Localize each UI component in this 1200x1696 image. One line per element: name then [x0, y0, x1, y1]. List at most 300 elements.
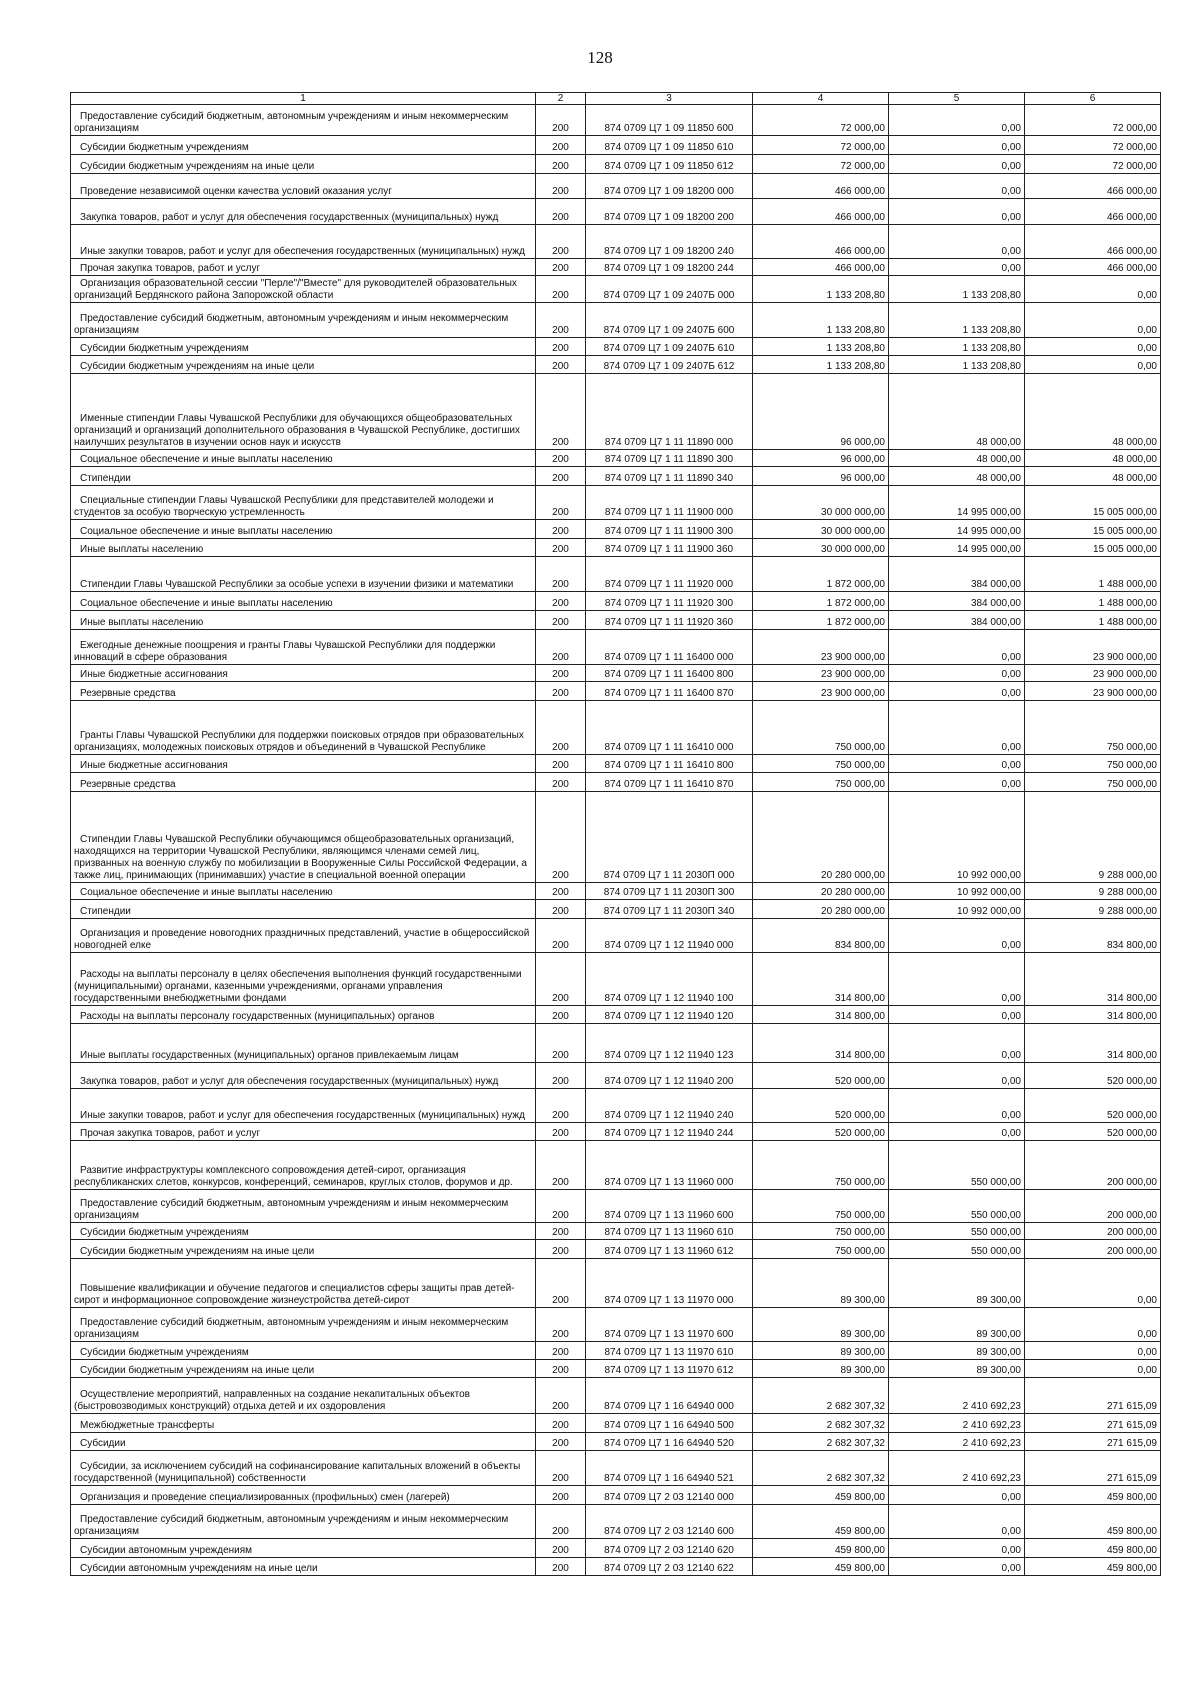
table-row: [71, 1240, 1161, 1259]
row-amount-col4: 1 872 000,00: [753, 557, 889, 592]
row-classification-code: 874 0709 Ц7 1 11 2030П 000: [586, 792, 753, 883]
row-amount-col6: 466 000,00: [1025, 199, 1161, 225]
table-row: [71, 225, 1161, 259]
row-name: [71, 1433, 536, 1451]
table-row: [71, 1486, 1161, 1505]
row-name-text: Организация образовательной сессии "Перле"/"Вместе" для руководителей образовательных организаций Бердянского района Запорожской области: [74, 278, 517, 301]
row-name: [71, 303, 536, 338]
row-classification-code: 874 0709 Ц7 1 11 11890 340: [586, 467, 753, 486]
row-amount-col6: 834 800,00: [1025, 919, 1161, 953]
row-ce-code: 200: [536, 1378, 586, 1414]
row-amount-col5: 48 000,00: [889, 450, 1025, 467]
row-ce-code: 200: [536, 1190, 586, 1223]
row-amount-col4: 314 800,00: [753, 953, 889, 1006]
row-amount-col4: 1 133 208,80: [753, 338, 889, 356]
row-classification-code: 874 0709 Ц7 1 09 18200 000: [586, 174, 753, 199]
row-amount-col5: 0,00: [889, 155, 1025, 174]
row-classification-code: 874 0709 Ц7 1 16 64940 520: [586, 1433, 753, 1451]
row-amount-col6: 271 615,09: [1025, 1451, 1161, 1486]
row-amount-col4: 459 800,00: [753, 1505, 889, 1539]
table-row: [71, 1259, 1161, 1308]
row-amount-col6: 466 000,00: [1025, 259, 1161, 276]
row-classification-code: 874 0709 Ц7 1 16 64940 521: [586, 1451, 753, 1486]
row-amount-col4: 89 300,00: [753, 1308, 889, 1342]
row-amount-col4: 72 000,00: [753, 105, 889, 136]
row-amount-col4: 834 800,00: [753, 919, 889, 953]
row-amount-col6: 48 000,00: [1025, 450, 1161, 467]
row-ce-code: 200: [536, 450, 586, 467]
row-amount-col4: 96 000,00: [753, 374, 889, 450]
row-amount-col5: 14 995 000,00: [889, 520, 1025, 539]
row-amount-col4: 30 000 000,00: [753, 520, 889, 539]
row-amount-col6: 72 000,00: [1025, 136, 1161, 155]
row-name-text: Иные выплаты государственных (муниципальных) органов привлекаемым лицам: [80, 1050, 459, 1061]
row-name: [71, 953, 536, 1006]
row-amount-col5: 550 000,00: [889, 1190, 1025, 1223]
row-amount-col4: 23 900 000,00: [753, 665, 889, 682]
row-amount-col6: 750 000,00: [1025, 755, 1161, 773]
row-name-text: Субсидии бюджетным учреждениям: [80, 1227, 249, 1238]
row-classification-code: 874 0709 Ц7 1 09 2407Б 000: [586, 276, 753, 303]
row-classification-code: 874 0709 Ц7 2 03 12140 622: [586, 1558, 753, 1576]
row-ce-code: 200: [536, 174, 586, 199]
row-amount-col6: 750 000,00: [1025, 701, 1161, 755]
row-ce-code: 200: [536, 1414, 586, 1433]
row-amount-col5: 0,00: [889, 665, 1025, 682]
row-name: [71, 1451, 536, 1486]
row-amount-col5: 1 133 208,80: [889, 356, 1025, 374]
row-name: [71, 611, 536, 630]
row-amount-col5: 14 995 000,00: [889, 486, 1025, 520]
row-name-text: Организация и проведение новогодних праздничных представлений, участие в общероссийской новогодней елке: [74, 928, 530, 951]
row-amount-col6: 48 000,00: [1025, 467, 1161, 486]
row-amount-col4: 2 682 307,32: [753, 1414, 889, 1433]
header-row: [71, 93, 1161, 105]
row-amount-col4: 2 682 307,32: [753, 1378, 889, 1414]
row-name: [71, 773, 536, 792]
row-amount-col6: 15 005 000,00: [1025, 486, 1161, 520]
row-amount-col4: 520 000,00: [753, 1089, 889, 1123]
row-ce-code: 200: [536, 259, 586, 276]
table-row: [71, 374, 1161, 450]
row-amount-col6: 0,00: [1025, 338, 1161, 356]
row-name-text: Осуществление мероприятий, направленных на создание некапитальных объектов (быстровозводимых конструкций) отдыха детей и их оздоровления: [74, 1389, 470, 1412]
row-amount-col4: 23 900 000,00: [753, 682, 889, 701]
row-ce-code: 200: [536, 900, 586, 919]
row-name: [71, 225, 536, 259]
row-amount-col6: 48 000,00: [1025, 374, 1161, 450]
row-ce-code: 200: [536, 1223, 586, 1240]
table-row: [71, 1451, 1161, 1486]
table-row: [71, 1558, 1161, 1576]
row-name: [71, 1558, 536, 1576]
row-amount-col6: 0,00: [1025, 1360, 1161, 1378]
row-ce-code: 200: [536, 1240, 586, 1259]
row-amount-col4: 459 800,00: [753, 1558, 889, 1576]
row-name-text: Повышение квалификации и обучение педагогов и специалистов сферы защиты прав детей-сирот и информационное сопровождение жизнеустройства детей-сирот: [74, 1283, 515, 1306]
row-amount-col4: 314 800,00: [753, 1006, 889, 1024]
table-body: [71, 105, 1161, 1576]
row-amount-col6: 200 000,00: [1025, 1240, 1161, 1259]
row-amount-col5: 1 133 208,80: [889, 276, 1025, 303]
row-name: [71, 155, 536, 174]
row-name-text: Расходы на выплаты персоналу в целях обеспечения выполнения функций государственными (муниципальными) органами, казенными учреждениями, органами управления государственными внебюджетными фондами: [74, 969, 522, 1004]
row-amount-col5: 384 000,00: [889, 611, 1025, 630]
row-amount-col4: 1 133 208,80: [753, 276, 889, 303]
row-ce-code: 200: [536, 755, 586, 773]
row-ce-code: 200: [536, 467, 586, 486]
row-name-text: Стипендии: [80, 906, 131, 917]
row-name: [71, 1141, 536, 1190]
table-row: [71, 199, 1161, 225]
row-amount-col5: 14 995 000,00: [889, 539, 1025, 557]
row-name-text: Социальное обеспечение и иные выплаты населению: [80, 598, 333, 609]
row-classification-code: 874 0709 Ц7 1 09 18200 200: [586, 199, 753, 225]
row-name-text: Иные выплаты населению: [80, 544, 204, 555]
table-row: [71, 755, 1161, 773]
row-amount-col4: 466 000,00: [753, 199, 889, 225]
row-amount-col5: 2 410 692,23: [889, 1378, 1025, 1414]
row-amount-col4: 466 000,00: [753, 225, 889, 259]
table-row: [71, 1063, 1161, 1089]
row-amount-col6: 15 005 000,00: [1025, 539, 1161, 557]
row-ce-code: 200: [536, 1539, 586, 1558]
row-amount-col4: 1 872 000,00: [753, 592, 889, 611]
row-amount-col6: 0,00: [1025, 276, 1161, 303]
row-name: [71, 1006, 536, 1024]
row-amount-col4: 23 900 000,00: [753, 630, 889, 665]
row-amount-col4: 520 000,00: [753, 1063, 889, 1089]
column-header-2: 2: [536, 93, 586, 105]
row-name: [71, 1024, 536, 1063]
table-row: [71, 1342, 1161, 1360]
row-amount-col6: 459 800,00: [1025, 1558, 1161, 1576]
row-name: [71, 792, 536, 883]
row-classification-code: 874 0709 Ц7 1 13 11970 600: [586, 1308, 753, 1342]
row-ce-code: 200: [536, 155, 586, 174]
row-amount-col6: 9 288 000,00: [1025, 883, 1161, 900]
row-amount-col6: 0,00: [1025, 356, 1161, 374]
table-row: [71, 136, 1161, 155]
row-name-text: Развитие инфраструктуры комплексного сопровождения детей-сирот, организация республиканских слетов, конкурсов, конференций, семинаров, круглых столов, форумов и др.: [74, 1165, 513, 1188]
row-name: [71, 1259, 536, 1308]
row-amount-col4: 1 133 208,80: [753, 303, 889, 338]
row-name: [71, 136, 536, 155]
row-amount-col4: 750 000,00: [753, 773, 889, 792]
row-name: [71, 1360, 536, 1378]
row-name: [71, 919, 536, 953]
table-row: [71, 953, 1161, 1006]
row-amount-col5: 0,00: [889, 259, 1025, 276]
row-ce-code: 200: [536, 1433, 586, 1451]
row-name-text: Субсидии бюджетным учреждениям на иные цели: [80, 161, 315, 172]
row-amount-col4: 750 000,00: [753, 1240, 889, 1259]
table-row: [71, 900, 1161, 919]
row-name: [71, 1539, 536, 1558]
row-name-text: Социальное обеспечение и иные выплаты населению: [80, 526, 333, 537]
row-amount-col4: 750 000,00: [753, 1223, 889, 1240]
row-amount-col6: 0,00: [1025, 1308, 1161, 1342]
row-name: [71, 1342, 536, 1360]
row-name: [71, 701, 536, 755]
row-ce-code: 200: [536, 665, 586, 682]
row-amount-col5: 10 992 000,00: [889, 883, 1025, 900]
row-amount-col6: 314 800,00: [1025, 953, 1161, 1006]
row-amount-col5: 0,00: [889, 136, 1025, 155]
row-amount-col5: 550 000,00: [889, 1240, 1025, 1259]
row-amount-col5: 550 000,00: [889, 1141, 1025, 1190]
row-classification-code: 874 0709 Ц7 1 09 18200 244: [586, 259, 753, 276]
row-classification-code: 874 0709 Ц7 2 03 12140 620: [586, 1539, 753, 1558]
row-name: [71, 900, 536, 919]
column-header-6: 6: [1025, 93, 1161, 105]
row-classification-code: 874 0709 Ц7 1 11 11900 360: [586, 539, 753, 557]
row-ce-code: 200: [536, 557, 586, 592]
table-row: [71, 630, 1161, 665]
row-name-text: Субсидии бюджетным учреждениям на иные цели: [80, 1246, 315, 1257]
row-classification-code: 874 0709 Ц7 1 13 11970 612: [586, 1360, 753, 1378]
row-amount-col5: 0,00: [889, 919, 1025, 953]
row-classification-code: 874 0709 Ц7 1 16 64940 000: [586, 1378, 753, 1414]
row-amount-col4: 96 000,00: [753, 467, 889, 486]
row-name: [71, 1190, 536, 1223]
row-amount-col5: 0,00: [889, 174, 1025, 199]
row-amount-col5: 10 992 000,00: [889, 900, 1025, 919]
row-amount-col4: 89 300,00: [753, 1259, 889, 1308]
table-row: [71, 1360, 1161, 1378]
row-classification-code: 874 0709 Ц7 1 11 16410 000: [586, 701, 753, 755]
row-classification-code: 874 0709 Ц7 1 09 11850 610: [586, 136, 753, 155]
row-name-text: Субсидии бюджетным учреждениям на иные цели: [80, 1365, 315, 1376]
row-name: [71, 665, 536, 682]
table-row: [71, 682, 1161, 701]
row-amount-col4: 96 000,00: [753, 450, 889, 467]
row-name: [71, 1378, 536, 1414]
row-amount-col5: 0,00: [889, 1024, 1025, 1063]
row-name-text: Иные закупки товаров, работ и услуг для обеспечения государственных (муниципальных) нужд: [80, 246, 525, 257]
row-amount-col5: 89 300,00: [889, 1360, 1025, 1378]
row-classification-code: 874 0709 Ц7 2 03 12140 600: [586, 1505, 753, 1539]
row-amount-col6: 200 000,00: [1025, 1141, 1161, 1190]
row-ce-code: 200: [536, 225, 586, 259]
row-name: [71, 1089, 536, 1123]
row-amount-col5: 384 000,00: [889, 557, 1025, 592]
row-classification-code: 874 0709 Ц7 1 09 2407Б 600: [586, 303, 753, 338]
row-amount-col4: 1 872 000,00: [753, 611, 889, 630]
row-name: [71, 592, 536, 611]
row-name-text: Иные бюджетные ассигнования: [80, 760, 228, 771]
row-name: [71, 199, 536, 225]
row-classification-code: 874 0709 Ц7 1 11 16400 000: [586, 630, 753, 665]
row-amount-col5: 10 992 000,00: [889, 792, 1025, 883]
table-row: [71, 883, 1161, 900]
row-amount-col6: 0,00: [1025, 1259, 1161, 1308]
table-row: [71, 1378, 1161, 1414]
row-name-text: Социальное обеспечение и иные выплаты населению: [80, 454, 333, 465]
row-amount-col4: 2 682 307,32: [753, 1433, 889, 1451]
row-amount-col6: 15 005 000,00: [1025, 520, 1161, 539]
row-name-text: Специальные стипендии Главы Чувашской Республики для представителей молодежи и студентов за особую творческую устремленность: [74, 495, 494, 518]
row-name: [71, 374, 536, 450]
table-row: [71, 486, 1161, 520]
row-classification-code: 874 0709 Ц7 1 11 11900 000: [586, 486, 753, 520]
row-classification-code: 874 0709 Ц7 1 13 11960 610: [586, 1223, 753, 1240]
row-name-text: Субсидии: [80, 1438, 126, 1449]
row-amount-col6: 200 000,00: [1025, 1223, 1161, 1240]
row-name: [71, 539, 536, 557]
row-amount-col4: 89 300,00: [753, 1342, 889, 1360]
row-name: [71, 467, 536, 486]
row-amount-col5: 0,00: [889, 755, 1025, 773]
row-ce-code: 200: [536, 520, 586, 539]
row-name-text: Предоставление субсидий бюджетным, автономным учреждениям и иным некоммерческим организациям: [74, 1198, 509, 1221]
row-name: [71, 1486, 536, 1505]
row-name: [71, 1308, 536, 1342]
row-amount-col6: 1 488 000,00: [1025, 611, 1161, 630]
row-name-text: Именные стипендии Главы Чувашской Республики для обучающихся общеобразовательных организаций и организаций дополнительного образования в Чувашской Республике, достигших наилучших результатов в изучении основ наук и искусств: [74, 413, 520, 448]
row-amount-col5: 0,00: [889, 1505, 1025, 1539]
row-amount-col5: 0,00: [889, 1558, 1025, 1576]
row-classification-code: 874 0709 Ц7 1 11 2030П 300: [586, 883, 753, 900]
row-name-text: Субсидии бюджетным учреждениям: [80, 142, 249, 153]
row-name-text: Стипендии Главы Чувашской Республики обучающимся общеобразовательных организаций, находящихся на территории Чувашской Республики, являющимся членами семей лиц, призванных на военную службу по мобилизации в Вооруженные Силы Российской Федерации, а также лиц, принимающих (принимавших) участие в специальной военной операции: [74, 834, 527, 881]
row-name: [71, 1240, 536, 1259]
row-amount-col6: 459 800,00: [1025, 1486, 1161, 1505]
table-row: [71, 557, 1161, 592]
row-name-text: Иные закупки товаров, работ и услуг для обеспечения государственных (муниципальных) нужд: [80, 1110, 525, 1121]
row-name: [71, 1123, 536, 1141]
table-row: [71, 1141, 1161, 1190]
table-row: [71, 1414, 1161, 1433]
row-classification-code: 874 0709 Ц7 1 09 11850 612: [586, 155, 753, 174]
row-classification-code: 874 0709 Ц7 1 11 16400 870: [586, 682, 753, 701]
row-name: [71, 486, 536, 520]
column-header-5: 5: [889, 93, 1025, 105]
row-ce-code: 200: [536, 1486, 586, 1505]
row-name-text: Прочая закупка товаров, работ и услуг: [80, 263, 261, 274]
row-name-text: Предоставление субсидий бюджетным, автономным учреждениям и иным некоммерческим организациям: [74, 1317, 509, 1340]
row-amount-col5: 2 410 692,23: [889, 1451, 1025, 1486]
row-name-text: Прочая закупка товаров, работ и услуг: [80, 1128, 261, 1139]
row-amount-col4: 459 800,00: [753, 1486, 889, 1505]
row-amount-col4: 20 280 000,00: [753, 900, 889, 919]
row-classification-code: 874 0709 Ц7 1 11 11890 000: [586, 374, 753, 450]
row-amount-col6: 0,00: [1025, 1342, 1161, 1360]
row-name: [71, 174, 536, 199]
row-ce-code: 200: [536, 1141, 586, 1190]
row-amount-col4: 466 000,00: [753, 174, 889, 199]
row-classification-code: 874 0709 Ц7 1 09 2407Б 610: [586, 338, 753, 356]
budget-table: [70, 92, 1161, 1576]
row-amount-col4: 314 800,00: [753, 1024, 889, 1063]
table-row: [71, 1539, 1161, 1558]
row-classification-code: 874 0709 Ц7 1 12 11940 120: [586, 1006, 753, 1024]
row-ce-code: 200: [536, 1360, 586, 1378]
row-classification-code: 874 0709 Ц7 1 11 11920 300: [586, 592, 753, 611]
row-classification-code: 874 0709 Ц7 1 13 11960 612: [586, 1240, 753, 1259]
table-row: [71, 356, 1161, 374]
row-amount-col5: 384 000,00: [889, 592, 1025, 611]
row-ce-code: 200: [536, 1063, 586, 1089]
row-name-text: Предоставление субсидий бюджетным, автономным учреждениям и иным некоммерческим организациям: [74, 111, 509, 134]
row-amount-col5: 48 000,00: [889, 467, 1025, 486]
row-amount-col5: 48 000,00: [889, 374, 1025, 450]
row-name-text: Организация и проведение специализированных (профильных) смен (лагерей): [80, 1492, 450, 1503]
row-ce-code: 200: [536, 539, 586, 557]
row-amount-col6: 459 800,00: [1025, 1539, 1161, 1558]
row-amount-col6: 271 615,09: [1025, 1414, 1161, 1433]
row-amount-col6: 520 000,00: [1025, 1089, 1161, 1123]
table-row: [71, 276, 1161, 303]
row-name: [71, 276, 536, 303]
row-amount-col4: 20 280 000,00: [753, 883, 889, 900]
row-name-text: Межбюджетные трансферты: [80, 1420, 215, 1431]
row-amount-col6: 271 615,09: [1025, 1433, 1161, 1451]
page-number: 128: [587, 48, 613, 67]
row-amount-col5: 1 133 208,80: [889, 338, 1025, 356]
row-amount-col5: 2 410 692,23: [889, 1414, 1025, 1433]
row-amount-col5: 550 000,00: [889, 1223, 1025, 1240]
table-row: [71, 773, 1161, 792]
row-name: [71, 755, 536, 773]
row-ce-code: 200: [536, 1558, 586, 1576]
column-header-3: 3: [586, 93, 753, 105]
table-row: [71, 1223, 1161, 1240]
column-header-4: 4: [753, 93, 889, 105]
row-amount-col4: 30 000 000,00: [753, 486, 889, 520]
row-name-text: Иные бюджетные ассигнования: [80, 669, 228, 680]
row-name: [71, 105, 536, 136]
row-ce-code: 200: [536, 1123, 586, 1141]
row-amount-col6: 1 488 000,00: [1025, 592, 1161, 611]
row-amount-col6: 520 000,00: [1025, 1063, 1161, 1089]
row-amount-col6: 23 900 000,00: [1025, 630, 1161, 665]
table-row: [71, 539, 1161, 557]
row-classification-code: 874 0709 Ц7 1 12 11940 000: [586, 919, 753, 953]
row-name-text: Иные выплаты населению: [80, 617, 204, 628]
table-row: [71, 1123, 1161, 1141]
row-ce-code: 200: [536, 701, 586, 755]
row-classification-code: 874 0709 Ц7 1 11 11920 360: [586, 611, 753, 630]
row-amount-col5: 0,00: [889, 630, 1025, 665]
row-ce-code: 200: [536, 136, 586, 155]
row-name: [71, 682, 536, 701]
row-amount-col5: 0,00: [889, 1063, 1025, 1089]
table-row: [71, 259, 1161, 276]
row-amount-col5: 0,00: [889, 701, 1025, 755]
row-name: [71, 1414, 536, 1433]
table-row: [71, 338, 1161, 356]
row-ce-code: 200: [536, 1451, 586, 1486]
row-name-text: Закупка товаров, работ и услуг для обеспечения государственных (муниципальных) нужд: [80, 1076, 499, 1087]
row-name-text: Субсидии автономным учреждениям на иные цели: [80, 1563, 318, 1574]
row-amount-col4: 20 280 000,00: [753, 792, 889, 883]
row-ce-code: 200: [536, 303, 586, 338]
row-classification-code: 874 0709 Ц7 1 16 64940 500: [586, 1414, 753, 1433]
row-name-text: Расходы на выплаты персоналу государственных (муниципальных) органов: [80, 1011, 435, 1022]
row-name-text: Субсидии автономным учреждениям: [80, 1545, 253, 1556]
table-row: [71, 1089, 1161, 1123]
row-classification-code: 874 0709 Ц7 1 11 16410 870: [586, 773, 753, 792]
row-name: [71, 1063, 536, 1089]
row-name-text: Субсидии, за исключением субсидий на софинансирование капитальных вложений в объекты государственной (муниципальной) собственности: [74, 1461, 521, 1484]
row-amount-col5: 0,00: [889, 1006, 1025, 1024]
row-amount-col4: 750 000,00: [753, 755, 889, 773]
row-ce-code: 200: [536, 630, 586, 665]
row-ce-code: 200: [536, 883, 586, 900]
row-classification-code: 874 0709 Ц7 1 11 11920 000: [586, 557, 753, 592]
table-row: [71, 1024, 1161, 1063]
